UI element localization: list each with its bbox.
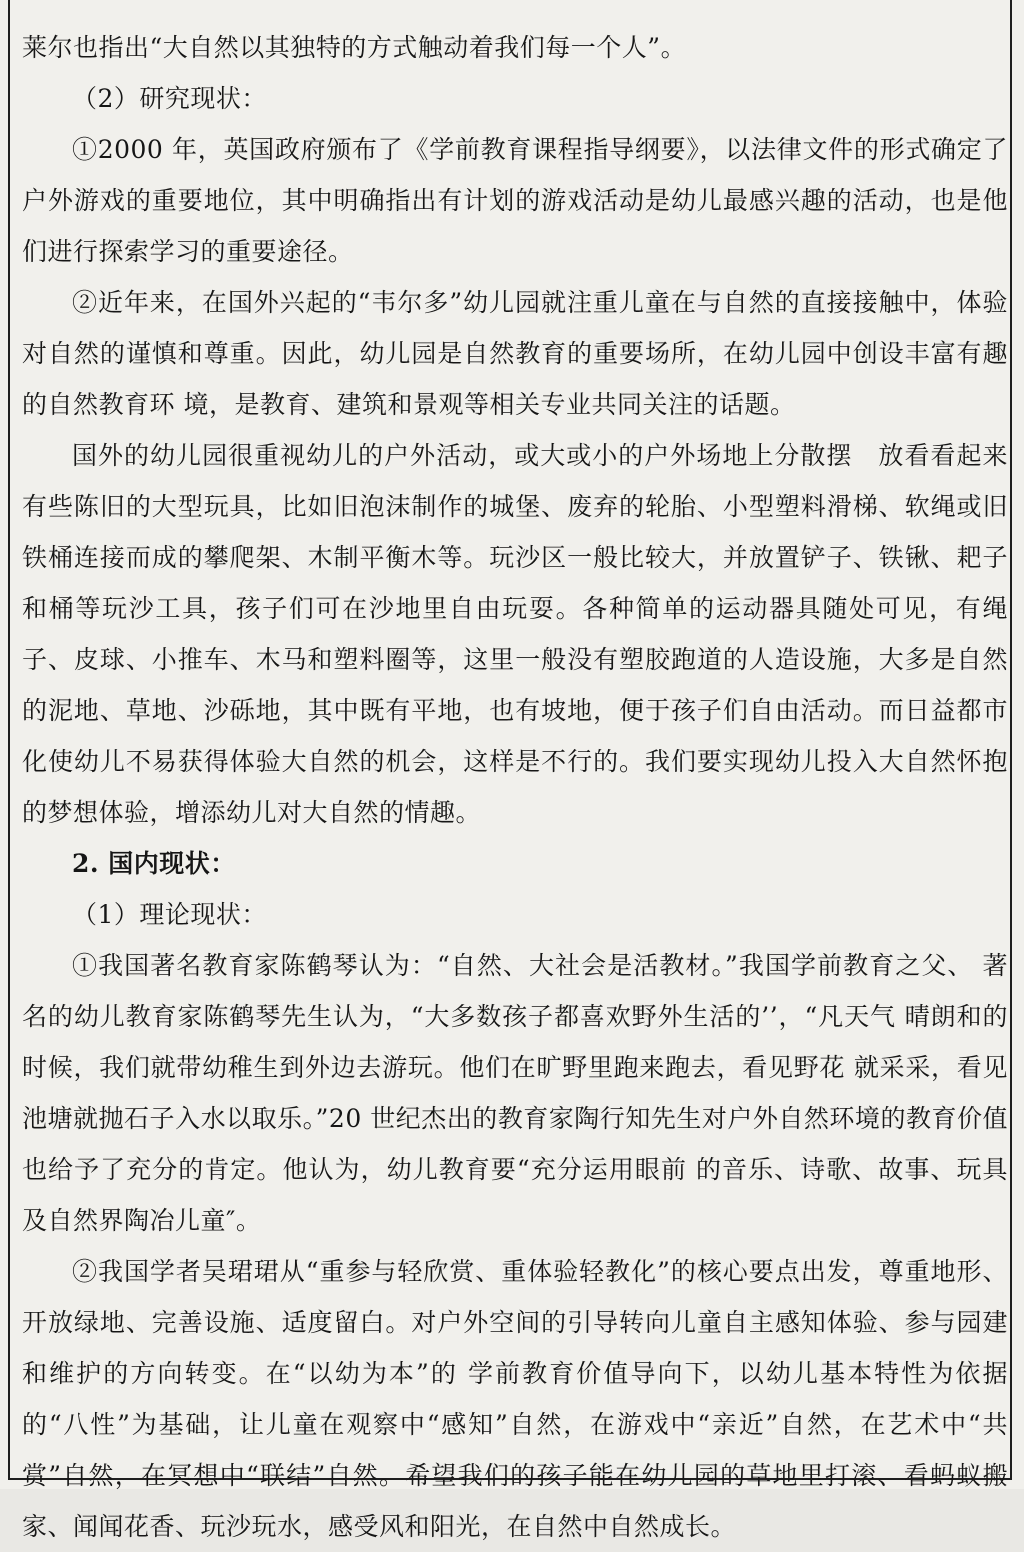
heading-domestic-status: 2. 国内现状： (72, 849, 236, 878)
paragraph-wu-junjun: ②我国学者吴珺珺从“重参与轻欣赏、重体验轻教化”的核心要点出发，尊重地形、开放绿地、完善设施、适度留白。对户外空间的引导转向儿童自主感知体验、参与园建和维护的方向转变。在“以幼为本”的 学前教育价值导向下，以幼儿基本特性为依据的“八性”为基础，让儿童在观察中“感知”自然，在游戏中“亲近”自然，在艺术中“共赏”自然，在冥想中“联结”自然。希望我们的孩子能在幼儿园的草地里打滚、看蚂蚁搬家、闻闻花香、玩沙玩水，感受风和阳光，在自然中自然成长。 (22, 1257, 1008, 1541)
document-body (22, 22, 1008, 1552)
paragraph-waldorf: ②近年来，在国外兴起的“韦尔多”幼儿园就注重儿童在与自然的直接接触中，体验对自然的谨慎和尊重。因此，幼儿园是自然教育的重要场所，在幼儿园中创设丰富有趣的自然教育环 境，是教育、建筑和景观等相关专业共同关注的话题。 (22, 288, 1008, 419)
paragraph-1: 莱尔也指出“大自然以其独特的方式触动着我们每一个人”。 (22, 33, 687, 62)
paragraph-chen-heqin: ①我国著名教育家陈鹤琴认为：“自然、大社会是活教材。”我国学前教育之父、 著名的幼儿教育家陈鹤琴先生认为，“大多数孩子都喜欢野外生活的’’，“凡天气 晴朗和的时候，我们就带幼稚生到外边去游玩。他们在旷野里跑来跑去，看见野花 就采采，看见池塘就抛石子入水以取乐。”20 世纪杰出的教育家陶行知先生对户外自然环境的教育价值也给予了充分的肯定。他认为，幼儿教育要“充分运用眼前 的音乐、诗歌、故事、玩具及自然界陶冶儿童″。 (22, 951, 1008, 1235)
subheading-research-status: （2）研究现状： (72, 84, 267, 113)
subheading-theory-status: （1）理论现状： (72, 900, 267, 929)
paragraph-foreign-kindergartens: 国外的幼儿园很重视幼儿的户外活动，或大或小的户外场地上分散摆 放看看起来有些陈旧的大型玩具，比如旧泡沫制作的城堡、废弃的轮胎、小型塑料滑梯、软绳或旧铁桶连接而成的攀爬架、木制平衡木等。玩沙区一般比较大，并放置铲子、铁锹、耙子和桶等玩沙工具，孩子们可在沙地里自由玩耍。各种简单的运动器具随处可见，有绳子、皮球、小推车、木马和塑料圈等，这里一般没有塑胶跑道的人造设施，大多是自然的泥地、草地、沙砾地，其中既有平地，也有坡地，便于孩子们自由活动。而日益都市化使幼儿不易获得体验大自然的机会，这样是不行的。我们要实现幼儿投入大自然怀抱的梦想体验，增添幼儿对大自然的情趣。 (22, 441, 1008, 827)
paragraph-uk-guidelines: ①2000 年，英国政府颁布了《学前教育课程指导纲要》，以法律文件的形式确定了户外游戏的重要地位，其中明确指出有计划的游戏活动是幼儿最感兴趣的活动，也是他们进行探索学习的重要途径。 (22, 135, 1008, 266)
